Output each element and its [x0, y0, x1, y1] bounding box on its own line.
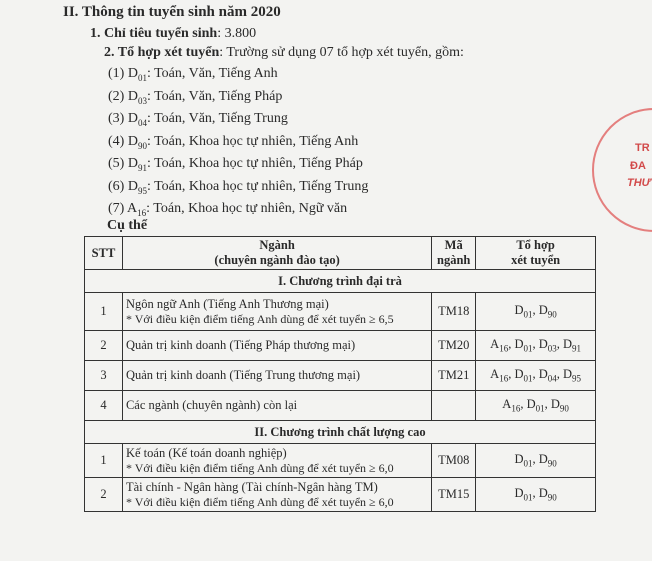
cell-ma-nganh	[432, 391, 476, 421]
cu-the-label: Cụ thể	[107, 218, 148, 233]
cell-stt: 1	[85, 444, 123, 478]
combo-prefix: (1) D	[108, 66, 138, 81]
cell-stt: 3	[85, 361, 123, 391]
stamp-text-2: ĐA	[630, 160, 646, 172]
admissions-table	[84, 236, 596, 512]
section-label-2: II. Chương trình chất lượng cao	[85, 421, 596, 444]
cell-nganh	[122, 331, 431, 361]
combo-item	[108, 201, 347, 218]
combo-subscript: 03	[137, 95, 147, 106]
combo-item	[108, 66, 278, 83]
combo-subscript: 01	[137, 72, 147, 83]
table-body	[85, 270, 596, 512]
combo-subscript: 90	[137, 140, 147, 151]
combo-text: : Toán, Khoa học tự nhiên, Tiếng Pháp	[146, 156, 363, 171]
cell-stt: 4	[85, 391, 123, 421]
cell-to-hop: $D_{01}$, $D_{90}$	[476, 478, 596, 512]
combos-heading-label: 2. Tổ hợp xét tuyển	[104, 45, 220, 60]
combo-subscript: 91	[137, 162, 147, 173]
table-row	[85, 361, 596, 391]
cell-ma-nganh: TM08	[432, 444, 476, 478]
header-stt: STT	[85, 237, 123, 270]
nganh-note: * Với điều kiện điểm tiếng Anh dùng để xét tuyển ≥ 6,5	[125, 311, 394, 326]
cell-nganh	[122, 361, 431, 391]
combo-item	[108, 156, 363, 173]
header-tohop-line1: Tổ hợp	[516, 238, 555, 252]
combos-heading	[104, 45, 464, 61]
cell-nganh	[122, 293, 431, 331]
nganh-name: Kế toán (Kế toán doanh nghiệp)	[125, 445, 287, 460]
stamp-text-3: THƯ	[627, 177, 651, 189]
stamp-text-1: TR	[635, 142, 650, 154]
cell-ma-nganh: TM15	[432, 478, 476, 512]
combo-prefix: (5) D	[108, 156, 138, 171]
combo-text: : Toán, Khoa học tự nhiên, Tiếng Trung	[146, 178, 369, 194]
header-tohop	[476, 237, 596, 270]
nganh-name: Quản trị kinh doanh (Tiếng Pháp thương mại)	[125, 338, 356, 352]
cell-to-hop: $A_{16}$, $D_{01}$, $D_{90}$	[476, 391, 596, 421]
nganh-name: Ngôn ngữ Anh (Tiếng Anh Thương mại)	[125, 296, 329, 311]
header-nganh-line1: Ngành	[259, 238, 295, 252]
combo-item	[108, 89, 282, 106]
table-row	[85, 391, 596, 421]
table-row	[85, 478, 596, 512]
nganh-note: * Với điều kiện điểm tiếng Anh dùng để xét tuyển ≥ 6,0	[125, 460, 394, 475]
nganh-name: Quản trị kinh doanh (Tiếng Trung thương mại)	[125, 368, 361, 382]
cell-ma-nganh: TM21	[432, 361, 476, 391]
header-nganh-line2: (chuyên ngành đào tạo)	[214, 253, 340, 267]
combo-prefix: (7) A	[108, 201, 138, 216]
quota-value: : 3.800	[217, 26, 257, 41]
table-row	[85, 444, 596, 478]
cell-to-hop: $D_{01}$, $D_{90}$	[476, 293, 596, 331]
table-row	[85, 293, 596, 331]
section-label-1: I. Chương trình đại trà	[85, 270, 596, 293]
combo-item	[108, 179, 368, 196]
combo-text: : Toán, Khoa học tự nhiên, Ngữ văn	[146, 201, 348, 216]
header-ma	[432, 237, 476, 270]
section-row-1	[85, 270, 596, 293]
combo-item	[108, 111, 288, 128]
cell-stt: 2	[85, 478, 123, 512]
header-ma-line2: ngành	[437, 253, 471, 267]
combos-heading-text: : Trường sử dụng 07 tổ hợp xét tuyển, gồm:	[219, 45, 464, 60]
cell-nganh	[122, 444, 431, 478]
section-row-2	[85, 421, 596, 444]
nganh-note: * Với điều kiện điểm tiếng Anh dùng để xét tuyển ≥ 6,0	[125, 494, 394, 509]
nganh-name: Các ngành (chuyên ngành) còn lại	[125, 398, 298, 412]
combo-subscript: 95	[137, 185, 147, 196]
section-title: II. Thông tin tuyển sinh năm 2020	[63, 4, 281, 20]
header-nganh	[122, 237, 431, 270]
cell-stt: 1	[85, 293, 123, 331]
quota-label: 1. Chỉ tiêu tuyển sinh	[90, 26, 218, 41]
combo-prefix: (6) D	[108, 178, 138, 194]
header-tohop-line2: xét tuyển	[511, 253, 561, 267]
table-row	[85, 331, 596, 361]
combo-text: : Toán, Khoa học tự nhiên, Tiếng Anh	[146, 133, 359, 149]
combo-item	[108, 134, 358, 151]
combo-text: : Toán, Văn, Tiếng Pháp	[146, 88, 283, 104]
header-ma-line1: Mã	[444, 238, 463, 252]
cell-nganh	[122, 478, 431, 512]
cell-ma-nganh: TM18	[432, 293, 476, 331]
combo-subscript: 16	[137, 207, 147, 218]
combo-prefix: (4) D	[108, 133, 138, 149]
quota-line	[90, 26, 256, 42]
nganh-name: Tài chính - Ngân hàng (Tài chính-Ngân hàng TM)	[125, 479, 378, 494]
cell-to-hop: $D_{01}$, $D_{90}$	[476, 444, 596, 478]
combo-subscript: 04	[137, 117, 147, 128]
table-header-row	[85, 237, 596, 270]
cell-to-hop: $A_{16}$, $D_{01}$, $D_{03}$, $D_{91}$	[476, 331, 596, 361]
combo-text: : Toán, Văn, Tiếng Trung	[146, 111, 288, 126]
combo-text: : Toán, Văn, Tiếng Anh	[146, 66, 278, 81]
cell-to-hop: $A_{16}$, $D_{01}$, $D_{04}$, $D_{95}$	[476, 361, 596, 391]
cell-stt: 2	[85, 331, 123, 361]
cell-nganh	[122, 391, 431, 421]
combo-prefix: (3) D	[108, 111, 138, 126]
cell-ma-nganh: TM20	[432, 331, 476, 361]
combo-prefix: (2) D	[108, 88, 138, 104]
